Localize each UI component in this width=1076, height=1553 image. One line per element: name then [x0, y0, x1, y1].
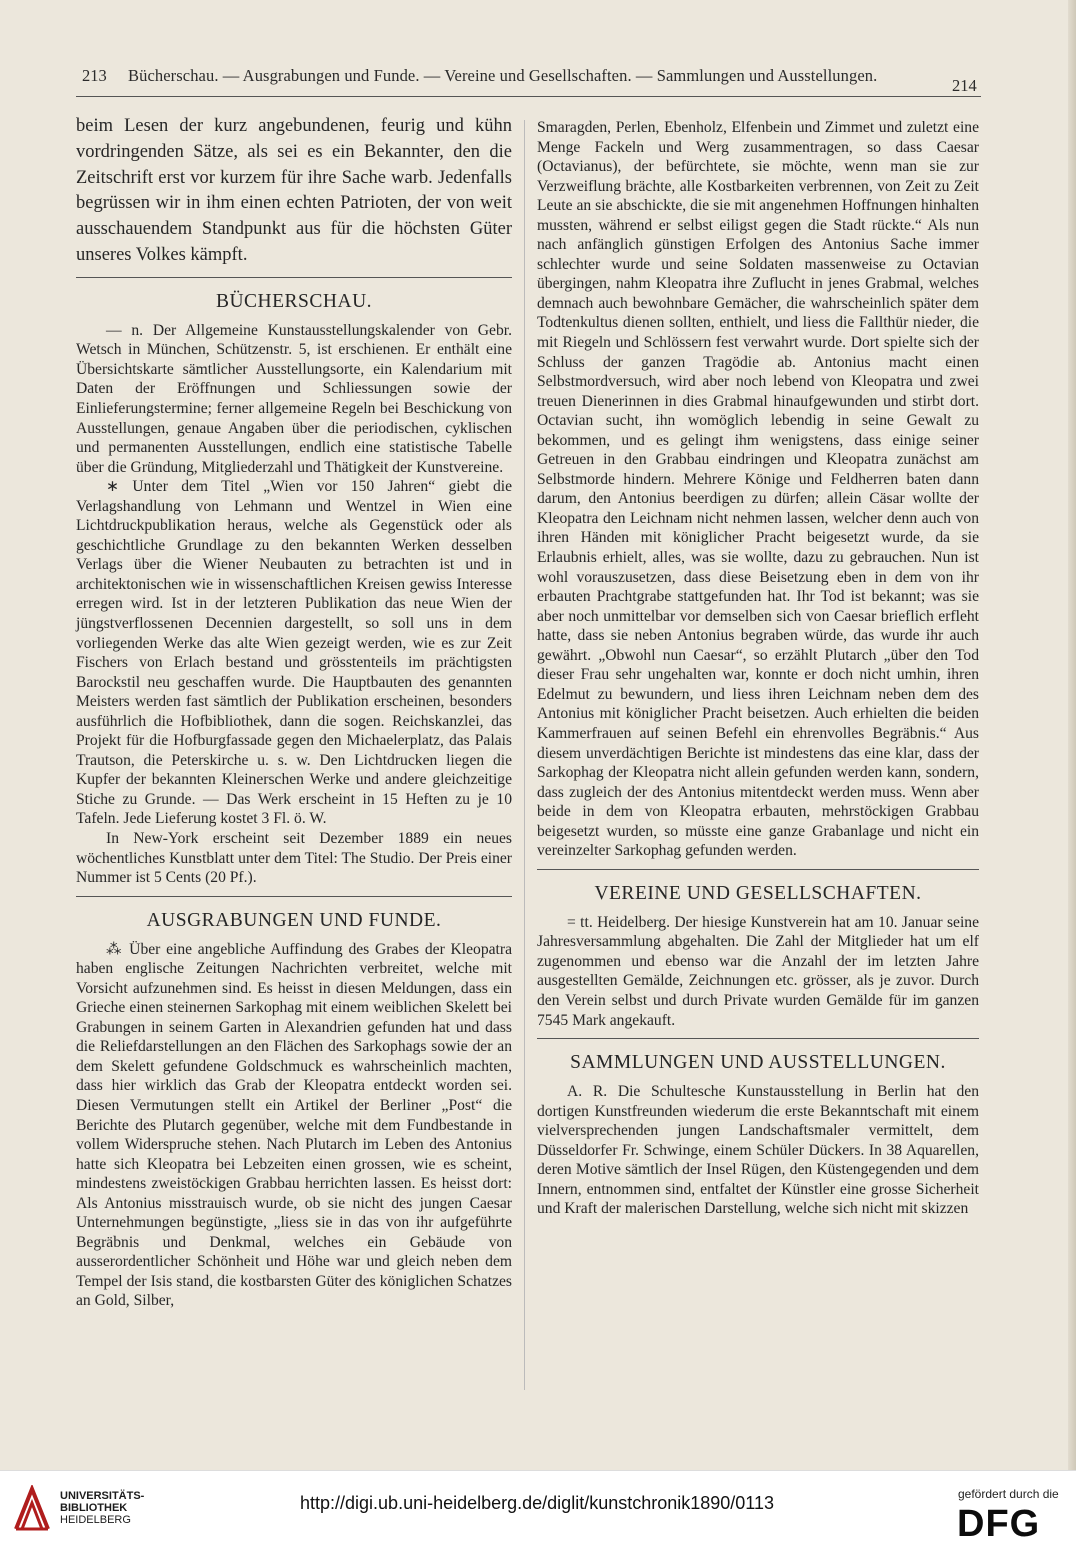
library-line-3: HEIDELBERG	[60, 1514, 131, 1526]
left-column	[76, 114, 512, 1311]
library-name	[60, 1490, 144, 1526]
column-divider	[524, 120, 525, 1390]
heading-buecherschau: BÜCHERSCHAU.	[215, 290, 373, 312]
dfg-logo: DFG	[957, 1503, 1041, 1545]
sponsor-text: gefördert durch die	[958, 1487, 1059, 1501]
paragraph-kleopatra: ⁂ Über eine angebliche Auffindung des Grabes der Kleopatra haben englische Zeitungen Nachrichten verbreitet, welche mit Vorsicht aufzunehmen sind. Es heisst in diesen Meldungen, dass ein Grieche einen steinernen Sarkophag mit einem weiblichen Skelett bei Grabungen in seinem Garten in Alexandrien gefunden hat und dass die Reliefdarstellungen an den Flächen des Sarkophags sowie der an dem Skelett gefundene Goldschmuck es wahrscheinlich machten, dass hier wirklich das Grab der Kleopatra entdeckt worden sei. Diesen Vermutungen stellt ein Artikel der Berliner „Post“ die Berichte des Plutarch gegenüber, welche mit dem Fundbestande in vollem Widerspruche stehen. Nach Plutarch im Leben des Antonius hatte sich Kleopatra bei Lebzeiten einen grossen, wie es scheint, mindestens zweistöckigen Grabbau herrichten lassen. Es heisst dort: Als Antonius misstrauisch wurde, ob sie nicht des jungen Caesar Unternehmungen begünstigte, „liess sie in das von ihr aufgeführte Begräbnis und Denkmal, welches ein Gebäude von ausserordentlicher Schönheit und Höhe war und gleich neben dem Tempel der Isis stand, die kostbarsten Güter des königlichen Schatzes an Gold, Silber,	[76, 940, 512, 1310]
heading-ausgrabungen: AUSGRABUNGEN UND FUNDE.	[146, 909, 442, 931]
page-edge-shadow	[1068, 0, 1076, 1470]
right-column	[537, 118, 979, 1219]
heading-vereine: VEREINE UND GESELLSCHAFTEN.	[594, 882, 922, 904]
paragraph-heidelberg: = tt. Heidelberg. Der hiesige Kunstverein hat am 10. Januar seine Jahresversammlung abgehalten. Die Zahl der Mitglieder hat um elf zugenommen und ebenso war die Anzahl der im letzten Jahre ausgestellten Gemälde, Zeichnungen etc. grösser, als je zuvor. Durch den Verein selbst und durch Private wurden Gemälde für im ganzen 7545 Mark angekauft.	[537, 913, 979, 1029]
paragraph-kleopatra-continued: Smaragden, Perlen, Ebenholz, Elfenbein und Zimmet und zuletzt eine Menge Fackeln und Werg zusammentragen, so dass Caesar (Octavianus), der befürchtete, sie möchte, wenn man sie zur Verzweiflung brächte, alle Kostbarkeiten verbrennen, von Zeit zu Zeit Leute an sie abschickte, die sie mit angenehmen Hoffnungen hinhalten mussten, während er selbst eiligst gegen die Stadt rückte.“ Als nun nach anfänglich günstigen Erfolgen des Antonius Sache immer schlechter wurde und seine Soldaten massenweise zu Octavian übergingen, nahm Kleopatra ihre Zuflucht in jenes Grabmal, welches demnach auch bewohnbare Gemächer, die wahrscheinlich später dem Todtenkultus dienen sollten, enthielt, und liess die Fallthür nieder, die mit Riegeln und Schlössern fest verwahrt wurde. Dort spielte sich der Schluss der ganzen Tragödie ab. Antonius macht einen Selbstmordversuch, wird aber noch lebend von Kleopatra und zwei treuen Dienerinnen in dies Grabmal hinaufgewunden und stirbt dort. Octavian sucht, ihn womöglich lebendig in seine Gewalt zu bekommen, und es gelingt ihm wenigstens, dass einige seiner Getreuen in den Grabbau eindringen und Kleopatra zunächst am Selbstmorde hindern. Mehrere Könige und Feldherren baten dann darum, den Antonius beerdigen zu dürfen; allein Cäsar wollte der Kleopatra den Leichnam nicht nehmen lassen, welcher denn auch von ihren Händen mit königlicher Pracht beigesetzt wurde, da sie Erlaubnis erhielt, alles, was sie wollte, dazu zu gebrauchen. Nun ist wohl vorauszusetzen, dass diese Beisetzung eben in dem von ihr erbauten Prachtgrabe stattgefunden hat. Ihr Tod ist bekannt; was sie aber noch unmittelbar vor demselben sich von Caesar brieflich erfleht hatte, dass sie neben Antonius begraben würde, das wurde ihr auch gewährt. „Obwohl nun Caesar“, so erzählt Plutarch „über den Tod dieser Frau sehr ungehalten war, konnte er doch nicht umhin, ihren Edelmut zu bewundern, und liess ihren Leichnam neben dem des Antonius mit königlicher Pracht beisetzen. Auch erhielten die beiden Kammerfrauen auf seinen Befehl ein ehrenvolles Begräbnis.“ Aus diesem unverdächtigen Berichte ist mindestens das eine klar, dass der Sarkophag der Kleopatra nicht allein gefunden werden kann, sondern, dass zugleich der des Antonius mitentdeckt werden muss. Wenn aber beide in dem von Kleopatra erbauten, mehrstöckigen Grabbau beigesetzt wurden, so müsste eine ganze Grabanlage und nicht ein vereinzelter Sarkophag gefunden werden.	[537, 119, 979, 860]
running-header: Bücherschau. — Ausgrabungen und Funde. — Vereine und Gesellschaften. — Sammlungen und Ausstellungen.	[128, 66, 878, 85]
section-rule	[537, 869, 979, 870]
permalink-url[interactable]: http://digi.ub.uni-heidelberg.de/diglit/kunstchronik1890/0113	[300, 1493, 774, 1513]
section-rule	[76, 277, 512, 278]
paragraph-schultesche: A. R. Die Schultesche Kunstausstellung in Berlin hat den dortigen Kunstfreunden wiederum die erste Bekanntschaft mit einem vielversprechenden jungen Landschaftsmaler vermittelt, dem Düsseldorfer Fr. Schwinge, einem Schüler Dückers. In 38 Aquarellen, deren Motive sämtlich der Insel Rügen, den Küstengegenden und dem Innern, entnommen sind, entfaltet der Künstler eine grosse Sicherheit und Kraft der malerischen Darstellung, welche sich nicht mit skizzen	[537, 1083, 979, 1218]
paragraph-kalender: — n. Der Allgemeine Kunstausstellungskalender von Gebr. Wetsch in München, Schützenstr. 5, ist erschienen. Er enthält eine Übersichtskarte sämtlicher Ausstellungsorte, ein Kalendarium mit Daten der Eröffnungen und Schliessungen sowie der Einlieferungstermine; ferner allgemeine Regeln bei Beschickung von Ausstellungen, genaue Angaben über die periodischen, cyklischen und permanenten Ausstellungen, endlich eine statistische Tabelle über die Gründung, Mitgliederzahl und Thätigkeit der Kunstvereine.	[76, 321, 512, 476]
section-rule	[537, 1038, 979, 1039]
paragraph-studio: In New-York erscheint seit Dezember 1889 ein neues wöchentliches Kunstblatt unter dem Titel: The Studio. Der Preis einer Nummer ist 5 Cents (20 Pf.).	[76, 830, 512, 887]
section-rule	[76, 896, 512, 897]
library-line-2: BIBLIOTHEK	[60, 1502, 128, 1514]
library-line-1: UNIVERSITÄTS-	[60, 1490, 145, 1502]
university-library-logo-icon	[12, 1485, 52, 1533]
page-number-left: 213	[82, 66, 107, 85]
footer-bar	[0, 1470, 1076, 1553]
paragraph-wien: ∗ Unter dem Titel „Wien vor 150 Jahren“ giebt die Verlagshandlung von Lehmann und Wentzel in Wien eine Lichtdruckpublikation heraus, welche als Gegenstück oder als geschichtliche Grundlage zu den bekannten Werken desselben Verlags über die Wiener Neubauten zu betrachten ist und in architektonischen wie in wissenschaftlichen Kreisen gewiss Interesse erregen wird. Ist in der letzteren Publikation das neue Wien der jüngstverflossenen Decennien dargestellt, so soll uns in dem vorliegenden Werke das alte Wien gezeigt werden, wie es zur Zeit Fischers von Erlach bestand und grösstenteils im prächtigsten Barockstil neu geschaffen wurde. Die Hauptbauten des genannten Meisters werden fast sämtlich der Publikation erscheinen, besonders ausführlich die Hofbibliothek, dann die sogen. Reichskanzlei, das Projekt für die Hofburgfassade gegen den Michaelerplatz, das Palais Trautson, die Peterskirche u. s. w. Den Lichtdrucken liegen die Kupfer der bekannten Kleinerschen Werke und andere gleichzeitige Stiche zu Grunde. — Das Werk erscheint in 15 Heften zu je 10 Tafeln. Jede Lieferung kostet 3 Fl. ö. W.	[76, 478, 512, 828]
intro-paragraph: beim Lesen der kurz angebundenen, feurig und kühn vordringenden Sätze, als sei es ein Bekannter, den die Zeitschrift erst vor kurzem für ihre Sache warb. Jedenfalls begrüssen wir in ihm einen echten Patrioten, der von weit ausschauendem Standpunkt aus für die höchsten Güter unseres Volkes kämpft.	[76, 116, 512, 265]
header-rule	[76, 96, 981, 97]
page-number-right: 214	[952, 76, 977, 95]
heading-sammlungen: SAMMLUNGEN UND AUSSTELLUNGEN.	[570, 1052, 946, 1074]
